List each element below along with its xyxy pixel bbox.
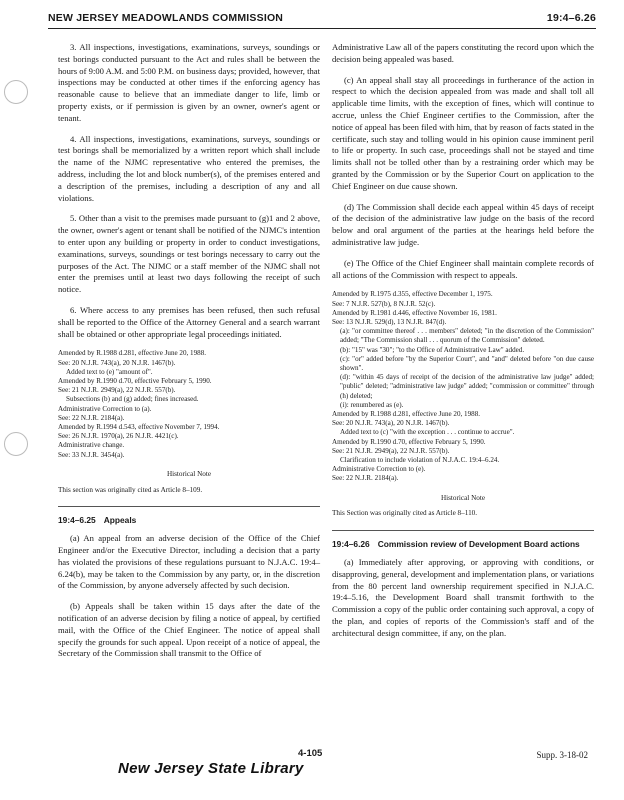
right-column	[332, 42, 594, 649]
historical-note-title: Historical Note	[166, 469, 212, 478]
amend-line: (a): "or committee thereof . . . members" deleted; "in the discretion of the Commission" added; "The Commission shall . . . quorum of the Commission" deleted.	[340, 327, 594, 345]
running-header	[48, 10, 596, 29]
section-heading	[58, 515, 320, 527]
amend-line: See: 22 N.J.R. 2184(a).	[332, 474, 399, 483]
paragraph: (c) An appeal shall stay all proceedings in furtherance of the action in respect to which the decision appealed from was made and shall toll all applicable time limits, with the exception of fines, which will continue to accrue, unless the Chief Engineer certifies to the Commission, after the notice of appeal has been filed with him, that by reason of facts stated in the certificate, such stay and tolling would in his opinion cause imminent peril to life or property. In such case, proceedings shall not be stayed and time limits shall not be tolled other than by a restraining order which may be granted by the Commission or by the Superior Court on application to the Chief Engineer on due cause shown.	[332, 74, 594, 191]
left-column	[58, 42, 320, 669]
paragraph: (d) The Commission shall decide each appeal within 45 days of receipt of the decision of the administrative law judge on the basis of the record below and oral argument of the parties at the hearings held before the administrative law judge.	[332, 201, 594, 247]
paragraph: 3. All inspections, investigations, examinations, surveys, soundings or test borings conducted pursuant to the Act and rules shall be between the hours of 9:00 A.M. and 5:00 P.M. on business days; provided, however, that inspections may be conducted at other times if the enforcing agency has reasonable cause to believe that an immediate danger to life, limb or property exists, or if permission is given by an owner, owner's agent or tenant.	[58, 42, 320, 123]
amend-line: Amended by R.1994 d.543, effective November 7, 1994.	[58, 422, 220, 431]
amend-line: See: 21 N.J.R. 2949(a), 22 N.J.R. 557(b).	[58, 386, 176, 395]
amend-line: (c): "or" added before "by the Superior Court", and "and" deleted before "on due cause shown".	[340, 354, 594, 372]
amend-line: Clarification to include violation of N.J.A.C. 19:4–6.24.	[340, 456, 500, 464]
amendment-notes	[58, 349, 320, 459]
section-number: 19:4–6.26	[332, 539, 370, 550]
paragraph: (e) The Office of the Chief Engineer shall maintain complete records of all actions of the Commission with respect to appeals.	[332, 257, 594, 280]
paragraph: 5. Other than a visit to the premises made pursuant to (g)1 and 2 above, the owner, owner's agent or tenant shall be notified of the NJMC's intention to enter upon any building or property in order to conduct investigations, examinations, surveys, soundings or test borings necessary to carry out the purposes of the Act. The NJMC or a staff member of the NJMC shall not enter the premises until at least two days following the receipt of such notice.	[58, 213, 320, 295]
library-stamp: New Jersey State Library	[118, 760, 304, 777]
paragraph: (b) Appeals shall be taken within 15 days after the date of the notification of an adverse decision by filing a notice of appeal, by certified mail, with the Office of the Chief Engineer. The notice of appeal shall specify the grounds for such appeal. Upon receipt of a notice of appeal, the Secretary of the Commission shall transmit to the Office of	[58, 601, 320, 659]
section-title: Commission review of Development Board actions	[377, 539, 580, 550]
amend-line: Amended by R.1990 d.70, effective February 5, 1990.	[332, 437, 486, 446]
header-section: 19:4–6.26	[546, 12, 596, 24]
amend-line: (d): "within 45 days of receipt of the decision of the administrative law judge" added; "public" deleted; "administrative law judge" added; "commission or committee" through (h) deleted;	[340, 373, 594, 400]
amend-line: Administrative change.	[58, 441, 125, 450]
binder-hole	[4, 80, 28, 104]
paragraph: 6. Where access to any premises has been refused, then such refusal shall be reported to the Office of the Attorney General and a search warrant shall be obtained or other appropriate legal proceedings initiated.	[58, 304, 320, 339]
section-divider	[58, 506, 320, 507]
paragraph: (a) Immediately after approving, or approving with conditions, or disapproving, general, development and implementation plans, or variations from the 80 percent land ownership requirement specified in N.J.A.C. 19:4–5.16, the Development Board shall transmit forthwith to the Commission a copy of the public order containing such approval, a copy of the plan, and copies of reports of the Commission's staff and of the architectural design committee, if any, on the plan.	[332, 557, 594, 638]
amend-line: Administrative Correction to (e).	[332, 465, 426, 474]
amend-line: Amended by R.1988 d.281, effective June 20, 1988.	[58, 349, 207, 358]
page-number: 4-105	[298, 748, 323, 759]
amend-line: See: 20 N.J.R. 743(a), 20 N.J.R. 1467(b).	[332, 419, 450, 428]
amend-line: (i): renumbered as (e).	[340, 400, 404, 409]
amend-line: Added text to (e) "amount of".	[66, 367, 153, 376]
amend-line: (b): "15" was "30"; "to the Office of Administrative Law" added.	[340, 345, 525, 354]
section-title: Appeals	[103, 515, 137, 526]
amend-line: See: 21 N.J.R. 2949(a), 22 N.J.R. 557(b).	[332, 446, 450, 455]
amend-line: See: 20 N.J.R. 743(a), 20 N.J.R. 1467(b).	[58, 358, 176, 367]
historical-note-title: Historical Note	[440, 493, 486, 502]
paragraph: 4. All inspections, investigations, examinations, surveys, soundings or test borings shall be memorialized by a written report which shall include the name of the NJMC representative who entered the premises, the address, including the lot and block number(s), of the premises entered and a description of the premises, including a description of any and all violations.	[58, 133, 320, 203]
section-heading	[332, 539, 594, 551]
amend-line: Amended by R.1975 d.355, effective December 1, 1975.	[332, 290, 493, 299]
historical-note-text: This Section was originally cited as Article 8–110.	[332, 509, 478, 518]
section-number: 19:4–6.25	[58, 515, 96, 526]
amend-line: Amended by R.1988 d.281, effective June 20, 1988.	[332, 409, 481, 418]
amend-line: Amended by R.1990 d.70, effective February 5, 1990.	[58, 376, 212, 385]
amend-line: Amended by R.1981 d.446, effective November 16, 1981.	[332, 308, 497, 317]
amend-line: See: 7 N.J.R. 527(b), 8 N.J.R. 52(c).	[332, 299, 436, 308]
amend-line: Subsections (b) and (g) added; fines increased.	[66, 395, 199, 404]
paragraph: (a) An appeal from an adverse decision of the Office of the Chief Engineer and/or the Executive Director, including a decision that a party has violated the provisions of these regulations pursuant to N.J.A.C. 19:4–6.24(b), may be taken to the Commission by any party, or, in the discretion of the Commission, by anyone adversely affected by such decision.	[58, 533, 320, 591]
amend-line: Added text to (c) "with the exception . . . continue to accrue".	[340, 428, 515, 437]
amend-line: Administrative Correction to (a).	[58, 404, 152, 413]
amend-line: See: 33 N.J.R. 3454(a).	[58, 450, 125, 459]
binder-hole	[4, 432, 28, 456]
amend-line: See: 26 N.J.R. 1970(a), 26 N.J.R. 4421(c).	[58, 432, 179, 441]
amendment-notes	[332, 290, 594, 483]
supplement-date: Supp. 3-18-02	[536, 750, 588, 760]
header-title: NEW JERSEY MEADOWLANDS COMMISSION	[48, 12, 284, 24]
amend-line: See: 13 N.J.R. 529(d), 13 N.J.R. 847(d).	[332, 317, 447, 326]
paragraph: Administrative Law all of the papers constituting the record upon which the decision being appealed was based.	[332, 42, 594, 64]
amend-line: See: 22 N.J.R. 2184(a).	[58, 413, 125, 422]
historical-note-text: This section was originally cited as Article 8–109.	[58, 485, 203, 494]
section-divider	[332, 530, 594, 531]
